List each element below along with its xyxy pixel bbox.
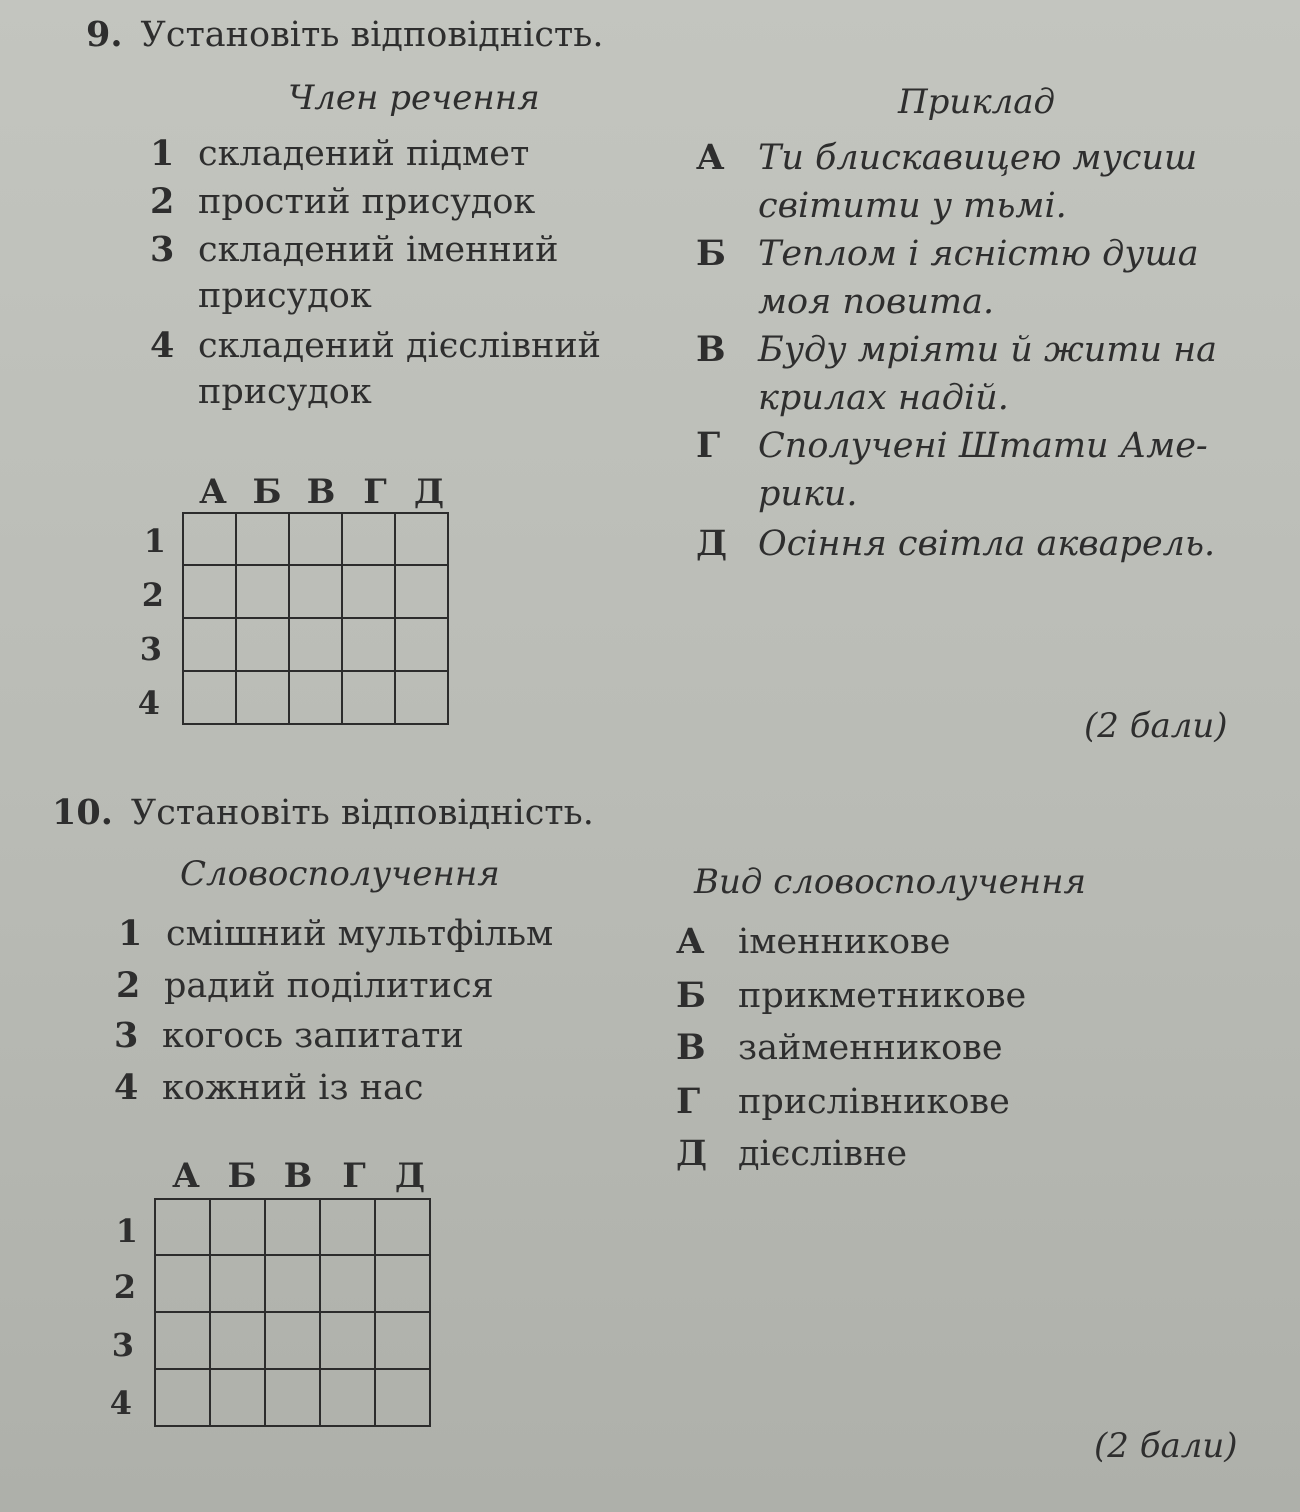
answer-cell[interactable]: [320, 1199, 375, 1255]
q9-points: (2 бали): [1084, 706, 1228, 746]
grid-col-label: А: [199, 472, 227, 512]
grid-col-label: В: [283, 1156, 313, 1196]
answer-cell[interactable]: [183, 618, 236, 671]
grid-col-label: Б: [227, 1156, 257, 1196]
answer-cell[interactable]: [210, 1199, 265, 1255]
answer-cell[interactable]: [265, 1312, 320, 1369]
q10-grid-header: [158, 1156, 438, 1196]
grid-row-label: 3: [139, 630, 162, 668]
grid-col-label: Г: [363, 472, 387, 512]
answer-cell[interactable]: [155, 1369, 210, 1426]
q9-option-g: Г Сполучені Штати Аме-: [696, 425, 1208, 466]
grid-row-label: 4: [137, 684, 160, 722]
q9-option-a: А Ти блискавицею мусиш: [696, 137, 1198, 178]
q9-right-heading: Приклад: [898, 82, 1056, 122]
question-text: Установіть відповідність.: [140, 15, 604, 55]
answer-cell[interactable]: [395, 565, 448, 618]
answer-cell[interactable]: [375, 1255, 430, 1312]
q10-left-heading: Словосполучення: [180, 854, 500, 894]
answer-cell[interactable]: [236, 565, 289, 618]
q9-option-b-cont: моя повита.: [758, 282, 995, 322]
answer-cell[interactable]: [210, 1312, 265, 1369]
answer-cell[interactable]: [320, 1255, 375, 1312]
grid-col-label: А: [172, 1156, 200, 1196]
question-number: 10.: [52, 792, 113, 833]
q9-option-v: В Буду мріяти й жити на: [696, 329, 1218, 370]
answer-cell[interactable]: [183, 565, 236, 618]
answer-cell[interactable]: [265, 1255, 320, 1312]
answer-cell[interactable]: [289, 671, 342, 724]
q9-item-1: 1 складений підмет: [150, 133, 530, 174]
q10-option-b: Б прикметникове: [676, 975, 1027, 1016]
q9-option-g-cont: рики.: [758, 474, 858, 514]
q9-option-a-cont: світити у тьмі.: [758, 186, 1067, 226]
answer-cell[interactable]: [155, 1312, 210, 1369]
answer-cell[interactable]: [289, 565, 342, 618]
question-10-title: [52, 792, 594, 833]
answer-cell[interactable]: [183, 671, 236, 724]
answer-cell[interactable]: [236, 513, 289, 565]
answer-cell[interactable]: [289, 618, 342, 671]
question-text: Установіть відповідність.: [130, 793, 594, 833]
q9-answer-grid: [182, 512, 449, 725]
q9-option-b: Б Теплом і ясністю душа: [696, 233, 1199, 274]
answer-cell[interactable]: [155, 1199, 210, 1255]
answer-cell[interactable]: [155, 1255, 210, 1312]
grid-col-label: Г: [342, 1156, 366, 1196]
answer-cell[interactable]: [395, 513, 448, 565]
answer-cell[interactable]: [183, 513, 236, 565]
q10-option-d: Д дієслівне: [676, 1133, 908, 1174]
q9-item-2: 2 простий присудок: [150, 181, 536, 222]
answer-cell[interactable]: [395, 618, 448, 671]
answer-cell[interactable]: [210, 1369, 265, 1426]
answer-cell[interactable]: [375, 1312, 430, 1369]
question-9-title: [86, 14, 603, 55]
grid-row-label: 2: [141, 576, 164, 614]
answer-cell[interactable]: [320, 1312, 375, 1369]
answer-cell[interactable]: [236, 671, 289, 724]
q10-answer-grid: [154, 1198, 431, 1427]
q9-item-4: 4 складений дієслівний: [150, 325, 602, 366]
grid-col-label: Д: [394, 1156, 426, 1196]
q9-grid-header: [186, 472, 456, 512]
q10-item-2: 2 радий поділитися: [116, 965, 494, 1006]
grid-row-label: 2: [113, 1268, 136, 1306]
grid-row-label: 1: [115, 1212, 138, 1250]
q10-points: (2 бали): [1094, 1426, 1238, 1466]
q10-item-4: 4 кожний із нас: [114, 1067, 424, 1108]
q10-option-g: Г прислівникове: [676, 1081, 1010, 1122]
q10-item-1: 1 смішний мультфільм: [118, 913, 554, 954]
q9-item-4-cont: присудок: [198, 372, 372, 412]
q10-item-3: 3 когось запитати: [114, 1015, 464, 1056]
answer-cell[interactable]: [289, 513, 342, 565]
q10-option-a: А іменникове: [676, 921, 951, 962]
answer-cell[interactable]: [265, 1199, 320, 1255]
answer-cell[interactable]: [265, 1369, 320, 1426]
answer-cell[interactable]: [342, 565, 395, 618]
q9-option-d: Д Осіння світла акварель.: [696, 523, 1216, 564]
grid-col-label: Д: [413, 472, 445, 512]
answer-cell[interactable]: [342, 513, 395, 565]
answer-cell[interactable]: [342, 618, 395, 671]
answer-cell[interactable]: [375, 1369, 430, 1426]
answer-cell[interactable]: [236, 618, 289, 671]
grid-row-label: 4: [109, 1384, 132, 1422]
q9-left-heading: Член речення: [288, 78, 540, 118]
answer-cell[interactable]: [375, 1199, 430, 1255]
grid-row-label: 1: [143, 522, 166, 560]
q10-option-v: В займенникове: [676, 1027, 1003, 1068]
answer-cell[interactable]: [210, 1255, 265, 1312]
answer-cell[interactable]: [342, 671, 395, 724]
answer-cell[interactable]: [320, 1369, 375, 1426]
grid-col-label: В: [306, 472, 336, 512]
answer-cell[interactable]: [395, 671, 448, 724]
q9-item-3: 3 складений іменний: [150, 229, 559, 270]
question-number: 9.: [86, 14, 123, 55]
grid-row-label: 3: [111, 1326, 134, 1364]
grid-col-label: Б: [252, 472, 282, 512]
q10-right-heading: Вид словосполучення: [694, 862, 1087, 902]
q9-item-3-cont: присудок: [198, 276, 372, 316]
q9-option-v-cont: крилах надій.: [758, 378, 1009, 418]
